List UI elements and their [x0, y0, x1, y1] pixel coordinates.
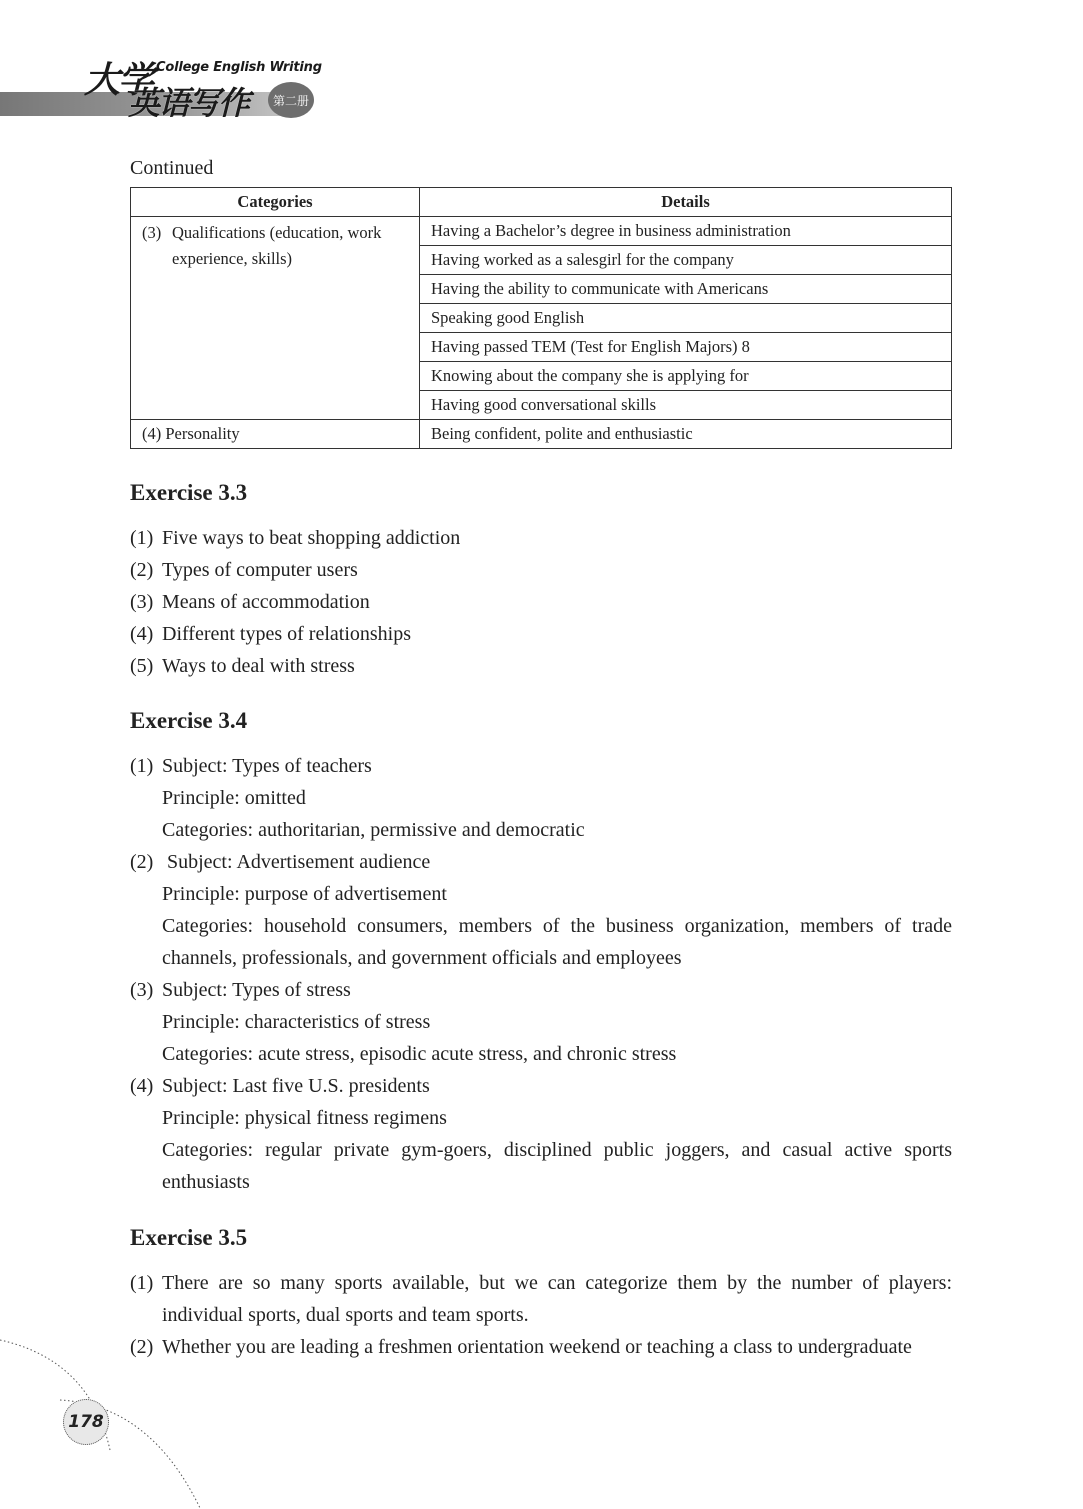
item-number: (4) [130, 1075, 154, 1097]
item-categories: Categories: acute stress, episodic acute stress, and chronic stress [162, 1043, 677, 1065]
header-categories: Categories [131, 188, 420, 217]
item-number: (5) [130, 655, 154, 677]
exercise-3-5 [130, 1223, 952, 1363]
detail-cell: Being confident, polite and enthusiastic [420, 420, 952, 449]
exercise-title: Exercise 3.4 [130, 708, 248, 733]
list-item [130, 554, 952, 586]
list-item [130, 618, 952, 650]
detail-cell: Having a Bachelor’s degree in business administration [420, 217, 952, 246]
exercise-list [130, 750, 952, 1198]
item-principle: Principle: characteristics of stress [162, 1011, 431, 1033]
item-number: (1) [130, 1272, 154, 1294]
item-text: Whether you are leading a freshmen orientation weekend or teaching a class to undergraduate [162, 1336, 912, 1358]
item-principle: Principle: physical fitness regimens [162, 1107, 447, 1129]
book-title-cn-1: 大学 [84, 60, 153, 101]
item-text: Types of computer users [162, 559, 358, 581]
item-subject: Subject: Types of stress [162, 979, 351, 1001]
detail-cell: Speaking good English [420, 304, 952, 333]
detail-cell: Having good conversational skills [420, 391, 952, 420]
item-principle: Principle: purpose of advertisement [162, 883, 447, 905]
table-row [131, 420, 952, 449]
exercise-title: Exercise 3.3 [130, 480, 248, 505]
item-number: (4) [130, 623, 154, 645]
item-text: There are so many sports available, but we can categorize them by the number of players: individual sports, dual sports and team sports. [162, 1272, 952, 1326]
detail-cell: Having passed TEM (Test for English Majors) 8 [420, 333, 952, 362]
item-subject: Subject: Advertisement audience [167, 851, 431, 873]
item-principle: Principle: omitted [162, 787, 306, 809]
table-row [131, 217, 952, 246]
volume-badge: 第二册 [268, 82, 314, 118]
item-number: (3) [130, 979, 154, 1001]
item-subject: Subject: Last five U.S. presidents [162, 1075, 430, 1097]
detail-cell: Knowing about the company she is applying for [420, 362, 952, 391]
item-number: (2) [130, 1336, 154, 1358]
exercise-list [130, 1267, 952, 1363]
list-item [130, 1070, 952, 1198]
classification-table [130, 187, 952, 449]
list-item [130, 846, 952, 974]
list-item [130, 750, 952, 846]
continued-label: Continued [130, 157, 214, 179]
table-header-row [131, 188, 952, 217]
item-categories: Categories: authoritarian, permissive and democratic [162, 819, 585, 841]
exercise-list [130, 522, 952, 682]
book-title-en: College English Writing [156, 60, 322, 75]
category-text: Personality [165, 424, 240, 443]
item-categories: Categories: regular private gym-goers, disciplined public joggers, and casual active sports enthusiasts [162, 1139, 952, 1193]
category-cell [131, 420, 420, 449]
exercise-3-3 [130, 478, 952, 682]
list-item [130, 586, 952, 618]
item-number: (1) [130, 527, 154, 549]
category-number: (3) [142, 223, 162, 242]
item-number: (2) [130, 851, 154, 873]
exercise-3-4 [130, 706, 952, 1198]
header-details: Details [420, 188, 952, 217]
item-text: Ways to deal with stress [162, 655, 355, 677]
category-number: (4) [142, 424, 162, 443]
item-subject: Subject: Types of teachers [162, 755, 372, 777]
page-number: 178 [63, 1399, 109, 1445]
item-categories: Categories: household consumers, members of the business organization, members of trade channels, professionals, and government officials and employees [162, 915, 952, 969]
exercise-title: Exercise 3.5 [130, 1225, 248, 1250]
detail-cell: Having worked as a salesgirl for the company [420, 246, 952, 275]
list-item [130, 1267, 952, 1331]
list-item [130, 1331, 952, 1363]
page-decoration-curves [0, 1330, 220, 1509]
list-item [130, 650, 952, 682]
list-item [130, 522, 952, 554]
item-text: Different types of relationships [162, 623, 412, 645]
detail-cell: Having the ability to communicate with Americans [420, 275, 952, 304]
category-cell [131, 217, 420, 420]
item-number: (2) [130, 559, 154, 581]
list-item [130, 974, 952, 1070]
item-text: Means of accommodation [162, 591, 370, 613]
item-number: (3) [130, 591, 154, 613]
category-text: Qualifications (education, work experience, skills) [172, 223, 382, 268]
item-text: Five ways to beat shopping addiction [162, 527, 461, 549]
item-number: (1) [130, 755, 154, 777]
book-title-cn-2: 英语写作 [128, 84, 249, 122]
